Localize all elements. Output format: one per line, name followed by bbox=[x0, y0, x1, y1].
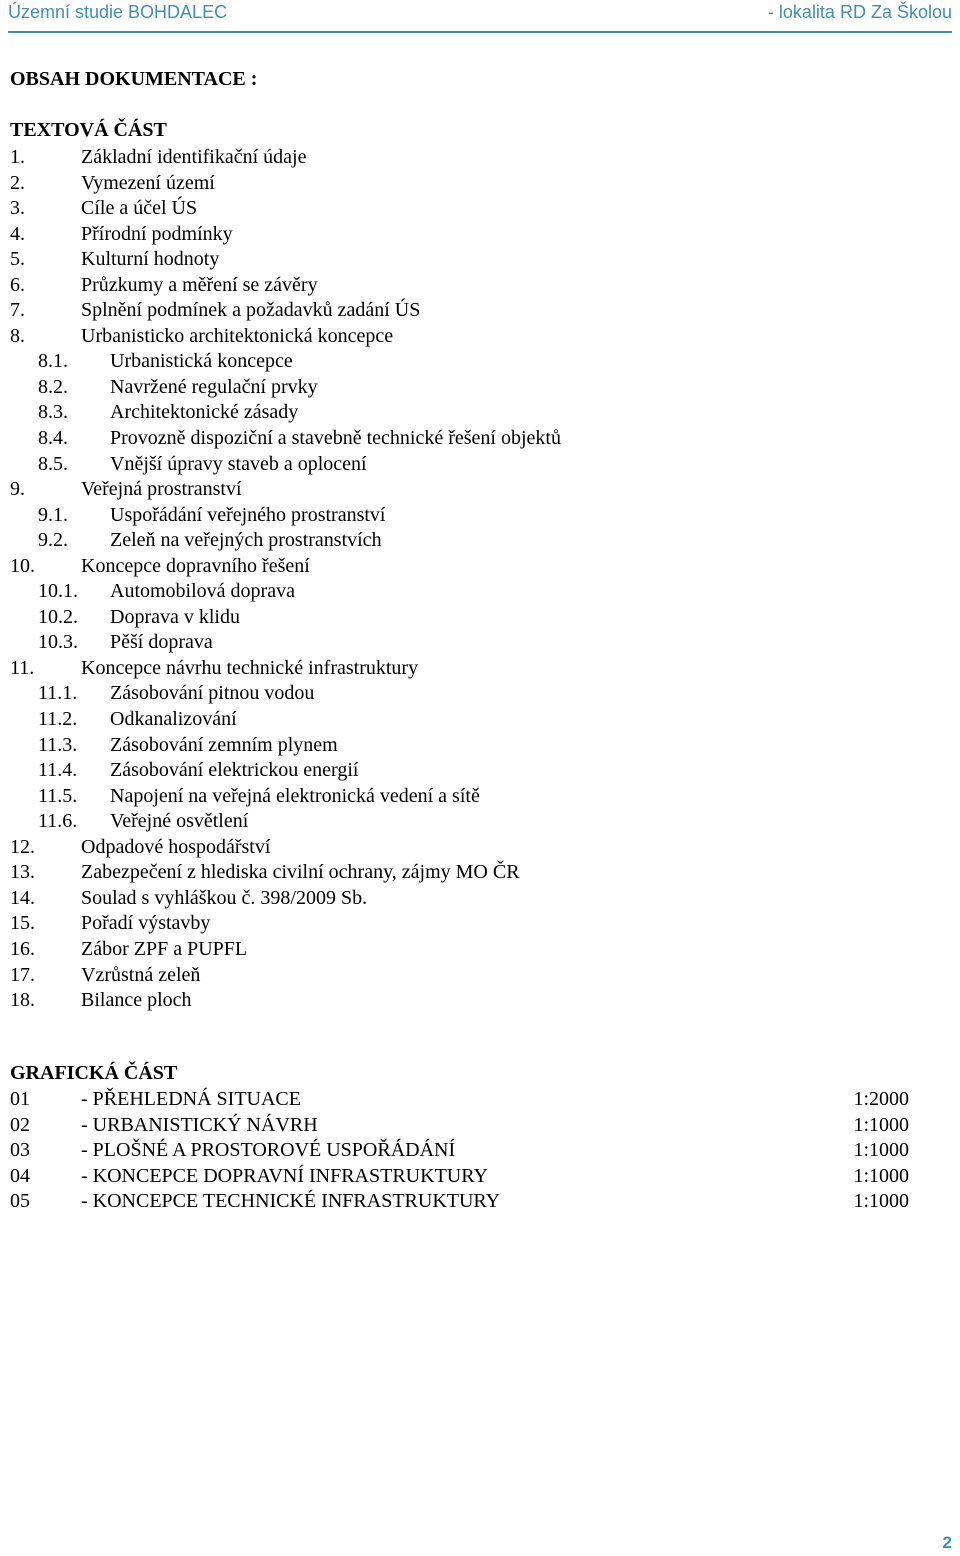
toc-item-label: Vymezení území bbox=[81, 171, 215, 194]
toc-item-label: Zásobování zemním plynem bbox=[110, 733, 338, 756]
toc-item bbox=[0, 809, 960, 835]
toc-item-label: Uspořádání veřejného prostranství bbox=[110, 503, 386, 526]
toc-item-number: 6. bbox=[10, 273, 25, 296]
toc-item bbox=[0, 400, 960, 426]
toc-item-label: Splnění podmínek a požadavků zadání ÚS bbox=[81, 299, 421, 322]
drawing-scale: 1:2000 bbox=[853, 1088, 909, 1110]
toc-item-label: Koncepce dopravního řešení bbox=[81, 554, 310, 577]
toc-item bbox=[0, 911, 960, 937]
toc-item-label: Zásobování elektrickou energií bbox=[110, 759, 359, 782]
text-section-heading: TEXTOVÁ ČÁST bbox=[10, 119, 167, 141]
drawing-number: 02 bbox=[10, 1113, 30, 1136]
toc-item-number: 9.1. bbox=[38, 503, 68, 526]
table-of-contents bbox=[0, 145, 960, 1014]
toc-item-number: 8.3. bbox=[38, 401, 68, 424]
toc-item-number: 11. bbox=[10, 656, 35, 679]
toc-item bbox=[0, 963, 960, 989]
toc-item bbox=[0, 937, 960, 963]
toc-item-label: Kulturní hodnoty bbox=[81, 248, 220, 271]
toc-item-number: 10.2. bbox=[38, 605, 78, 628]
toc-item bbox=[0, 477, 960, 503]
toc-item bbox=[0, 273, 960, 299]
header-study-title: Územní studie BOHDALEC bbox=[8, 2, 228, 22]
drawing-row bbox=[0, 1164, 960, 1190]
graphic-section-heading: GRAFICKÁ ČÁST bbox=[10, 1062, 178, 1084]
toc-item-number: 14. bbox=[10, 886, 35, 909]
toc-item bbox=[0, 758, 960, 784]
toc-item-number: 11.3. bbox=[38, 733, 78, 756]
toc-item-label: Veřejné osvětlení bbox=[110, 810, 249, 833]
toc-item bbox=[0, 324, 960, 350]
toc-item bbox=[0, 222, 960, 248]
toc-item bbox=[0, 171, 960, 197]
toc-item-number: 18. bbox=[10, 989, 35, 1012]
toc-item-number: 11.4. bbox=[38, 759, 78, 782]
toc-item-number: 12. bbox=[10, 835, 35, 858]
drawing-title: - URBANISTICKÝ NÁVRH bbox=[81, 1113, 318, 1136]
page-number: 2 bbox=[942, 1533, 952, 1552]
toc-item-number: 8.2. bbox=[38, 375, 68, 398]
toc-item-label: Zábor ZPF a PUPFL bbox=[81, 937, 248, 960]
toc-item-number: 10.1. bbox=[38, 580, 78, 603]
toc-item bbox=[0, 503, 960, 529]
toc-item-number: 8.4. bbox=[38, 427, 68, 450]
toc-item-label: Průzkumy a měření se závěry bbox=[81, 273, 318, 296]
toc-item bbox=[0, 835, 960, 861]
toc-item-label: Cíle a účel ÚS bbox=[81, 197, 198, 220]
toc-item bbox=[0, 860, 960, 886]
toc-item bbox=[0, 426, 960, 452]
toc-item-number: 11.5. bbox=[38, 784, 78, 807]
toc-item-label: Vnější úpravy staveb a oplocení bbox=[110, 452, 367, 475]
toc-item-label: Automobilová doprava bbox=[110, 580, 295, 603]
toc-item bbox=[0, 656, 960, 682]
toc-item-label: Bilance ploch bbox=[81, 989, 192, 1012]
toc-item-number: 1. bbox=[10, 146, 25, 168]
toc-item bbox=[0, 349, 960, 375]
drawing-scale: 1:1000 bbox=[853, 1190, 909, 1213]
toc-item-label: Zeleň na veřejných prostranstvích bbox=[110, 529, 382, 552]
toc-item-label: Vzrůstná zeleň bbox=[81, 963, 201, 986]
drawing-list bbox=[0, 1087, 960, 1215]
toc-item-label: Odkanalizování bbox=[110, 708, 237, 731]
toc-item-label: Pořadí výstavby bbox=[81, 912, 211, 935]
toc-item-number: 3. bbox=[10, 197, 25, 220]
toc-item-number: 15. bbox=[10, 912, 35, 935]
drawing-scale: 1:1000 bbox=[853, 1113, 909, 1136]
page-header bbox=[8, 2, 952, 28]
toc-item bbox=[0, 707, 960, 733]
toc-item-label: Architektonické zásady bbox=[110, 401, 299, 424]
toc-item-label: Provozně dispoziční a stavebně technické řešení objektů bbox=[110, 427, 561, 450]
toc-item-number: 10.3. bbox=[38, 631, 78, 654]
drawing-scale: 1:1000 bbox=[853, 1164, 909, 1187]
toc-item-label: Koncepce návrhu technické infrastruktury bbox=[81, 656, 419, 679]
toc-item-number: 13. bbox=[10, 861, 35, 884]
toc-item-number: 11.6. bbox=[38, 810, 78, 833]
toc-item-number: 5. bbox=[10, 248, 25, 271]
toc-item-number: 9. bbox=[10, 478, 25, 501]
toc-item-label: Zabezpečení z hlediska civilní ochrany, zájmy MO ČR bbox=[81, 861, 520, 884]
toc-item bbox=[0, 375, 960, 401]
toc-item-number: 11.1. bbox=[38, 682, 78, 705]
toc-item bbox=[0, 196, 960, 222]
toc-item bbox=[0, 605, 960, 631]
toc-item-number: 10. bbox=[10, 554, 35, 577]
drawing-title: - PŘEHLEDNÁ SITUACE bbox=[81, 1088, 301, 1110]
toc-item bbox=[0, 247, 960, 273]
header-locality: - lokalita RD Za Školou bbox=[767, 2, 952, 22]
toc-item bbox=[0, 784, 960, 810]
toc-item bbox=[0, 988, 960, 1014]
toc-item bbox=[0, 298, 960, 324]
toc-item-number: 8.1. bbox=[38, 350, 68, 373]
drawing-row bbox=[0, 1113, 960, 1139]
drawing-row bbox=[0, 1138, 960, 1164]
drawing-row bbox=[0, 1189, 960, 1215]
toc-item bbox=[0, 528, 960, 554]
toc-item-label: Napojení na veřejná elektronická vedení a sítě bbox=[110, 784, 480, 807]
toc-item-number: 11.2. bbox=[38, 708, 78, 731]
toc-item-number: 8.5. bbox=[38, 452, 68, 475]
drawing-title: - PLOŠNÉ A PROSTOROVÉ USPOŘÁDÁNÍ bbox=[81, 1139, 456, 1162]
toc-item bbox=[0, 630, 960, 656]
toc-item bbox=[0, 452, 960, 478]
drawing-title: - KONCEPCE DOPRAVNÍ INFRASTRUKTURY bbox=[81, 1164, 488, 1187]
toc-item-number: 2. bbox=[10, 171, 25, 194]
toc-item-label: Přírodní podmínky bbox=[81, 222, 233, 245]
toc-item bbox=[0, 145, 960, 171]
toc-item-label: Doprava v klidu bbox=[110, 605, 240, 628]
toc-item bbox=[0, 554, 960, 580]
toc-item bbox=[0, 579, 960, 605]
toc-item-label: Zásobování pitnou vodou bbox=[110, 682, 315, 705]
toc-item-number: 9.2. bbox=[38, 529, 68, 552]
toc-item-number: 7. bbox=[10, 299, 25, 322]
drawing-title: - KONCEPCE TECHNICKÉ INFRASTRUKTURY bbox=[81, 1190, 501, 1213]
drawing-number: 03 bbox=[10, 1139, 30, 1162]
toc-item-label: Pěší doprava bbox=[110, 631, 213, 654]
toc-item-number: 16. bbox=[10, 937, 35, 960]
toc-item bbox=[0, 886, 960, 912]
toc-item-label: Soulad s vyhláškou č. 398/2009 Sb. bbox=[81, 886, 368, 909]
drawing-scale: 1:1000 bbox=[853, 1139, 909, 1162]
toc-item-number: 4. bbox=[10, 222, 25, 245]
toc-item-label: Základní identifikační údaje bbox=[81, 146, 307, 168]
drawing-number: 05 bbox=[10, 1190, 30, 1213]
toc-item bbox=[0, 733, 960, 759]
toc-item-label: Veřejná prostranství bbox=[81, 478, 242, 501]
header-divider bbox=[8, 31, 952, 33]
drawing-number: 04 bbox=[10, 1164, 30, 1187]
toc-item-number: 8. bbox=[10, 324, 25, 347]
toc-item bbox=[0, 681, 960, 707]
drawing-number: 01 bbox=[10, 1088, 30, 1110]
toc-item-label: Odpadové hospodářství bbox=[81, 835, 271, 858]
toc-item-number: 17. bbox=[10, 963, 35, 986]
toc-item-label: Navržené regulační prvky bbox=[110, 375, 318, 398]
drawing-row bbox=[0, 1087, 960, 1113]
toc-item-label: Urbanistická koncepce bbox=[110, 350, 293, 373]
toc-item-label: Urbanisticko architektonická koncepce bbox=[81, 324, 394, 347]
document-title: OBSAH DOKUMENTACE : bbox=[10, 68, 258, 90]
